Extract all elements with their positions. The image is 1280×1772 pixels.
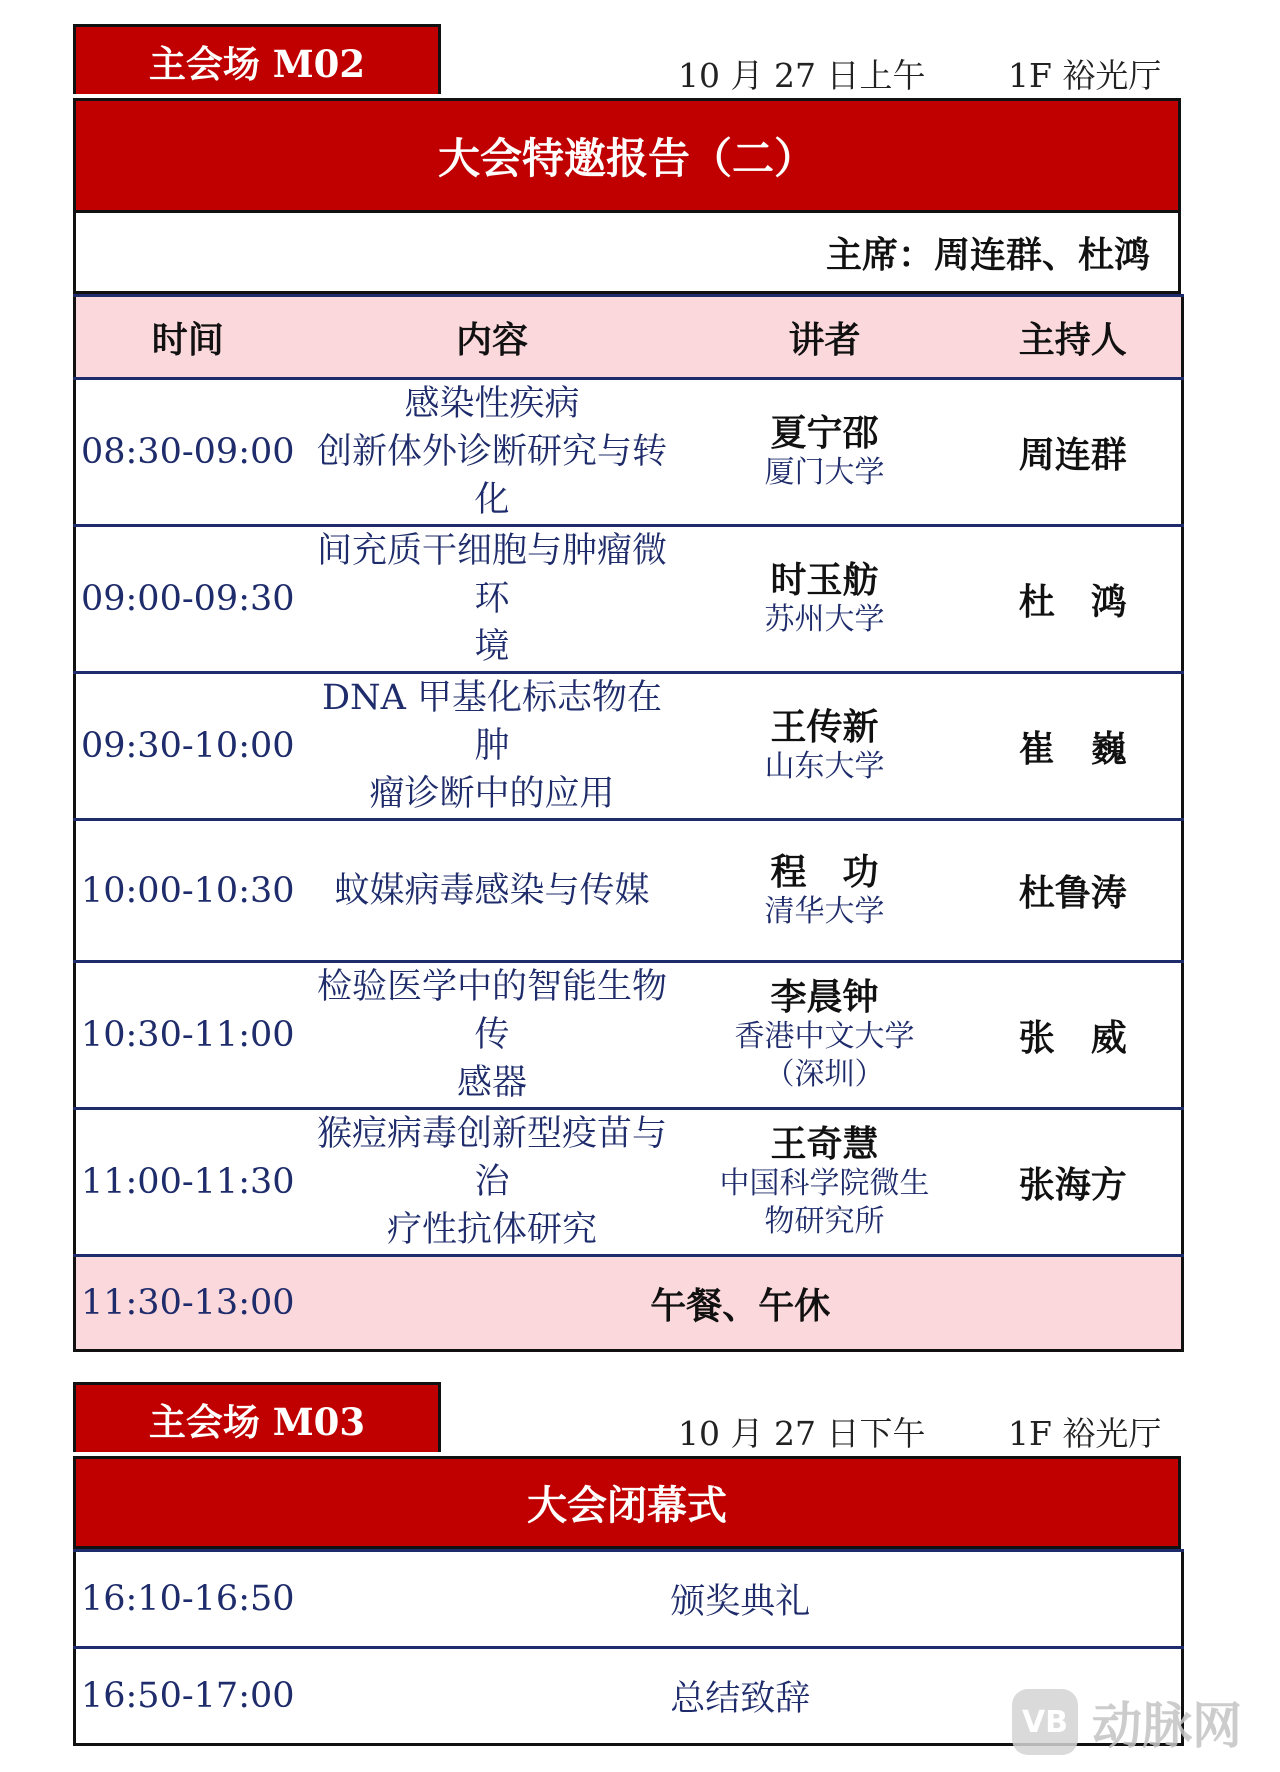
lunch-row xyxy=(75,1256,1183,1351)
session-title: 大会特邀报告（二） xyxy=(73,98,1181,213)
table-row xyxy=(75,820,1183,962)
speaker-name: 李晨钟 xyxy=(770,976,879,1018)
row-item: 总结致辞 xyxy=(300,1648,1183,1745)
row-time: 11:00-11:30 xyxy=(75,1109,300,1256)
row-topic xyxy=(300,673,685,820)
table-row xyxy=(75,673,1183,820)
row-speaker xyxy=(685,379,965,526)
speaker-affiliation: 山东大学 xyxy=(764,749,885,784)
header-host: 主持人 xyxy=(965,296,1183,379)
session-title: 大会闭幕式 xyxy=(73,1456,1181,1549)
row-topic xyxy=(300,526,685,673)
speaker-affiliation: （深圳） xyxy=(764,1057,885,1092)
topic-line: 感器 xyxy=(456,1063,527,1103)
row-topic xyxy=(300,379,685,526)
topic-line: 间充质干细胞与肿瘤微环 xyxy=(316,531,667,619)
speaker-affiliation: 香港中文大学 xyxy=(734,1019,915,1054)
row-host: 周连群 xyxy=(965,379,1183,526)
row-topic xyxy=(300,1109,685,1256)
row-time: 16:50-17:00 xyxy=(75,1648,300,1745)
row-speaker xyxy=(685,673,965,820)
row-time: 10:30-11:00 xyxy=(75,962,300,1109)
table-row xyxy=(75,526,1183,673)
row-time: 10:00-10:30 xyxy=(75,820,300,962)
speaker-name: 程 功 xyxy=(770,850,879,893)
header-time: 时间 xyxy=(75,296,300,379)
session-header xyxy=(73,1382,1181,1456)
session-tab: 主会场 M02 xyxy=(73,24,441,94)
table-row xyxy=(75,1551,1183,1648)
watermark-logo-icon: VB xyxy=(1012,1689,1078,1755)
lunch-time: 11:30-13:00 xyxy=(75,1256,300,1351)
session-date: 10 月 27 日下午 xyxy=(678,1414,926,1453)
row-time: 09:30-10:00 xyxy=(75,673,300,820)
topic-line: DNA 甲基化标志物在肿 xyxy=(321,678,663,766)
topic-line: 蚊媒病毒感染与传媒 xyxy=(334,870,650,911)
row-time: 08:30-09:00 xyxy=(75,379,300,526)
row-topic xyxy=(300,962,685,1109)
lunch-label: 午餐、午休 xyxy=(300,1256,1183,1351)
row-time: 09:00-09:30 xyxy=(75,526,300,673)
row-host: 杜鲁涛 xyxy=(965,820,1183,962)
topic-line: 疗性抗体研究 xyxy=(386,1210,597,1250)
row-speaker xyxy=(685,962,965,1109)
session-tab: 主会场 M03 xyxy=(73,1382,441,1452)
speaker-name: 王传新 xyxy=(770,706,879,748)
topic-line: 感染性疾病 xyxy=(404,384,580,424)
row-speaker xyxy=(685,820,965,962)
topic-line: 猴痘病毒创新型疫苗与治 xyxy=(316,1114,667,1202)
session-date: 10 月 27 日上午 xyxy=(678,56,926,95)
speaker-affiliation: 中国科学院微生 xyxy=(719,1166,930,1201)
speaker-affiliation: 物研究所 xyxy=(764,1204,885,1239)
row-host: 崔 巍 xyxy=(965,673,1183,820)
header-content: 内容 xyxy=(300,296,685,379)
topic-line: 境 xyxy=(474,627,510,667)
speaker-name: 夏宁邵 xyxy=(770,412,879,454)
watermark-text: 动脉网 xyxy=(1092,1697,1242,1755)
topic-line: 瘤诊断中的应用 xyxy=(369,774,615,814)
topic-line: 检验医学中的智能生物传 xyxy=(316,967,667,1055)
speaker-affiliation: 清华大学 xyxy=(764,893,885,929)
session-chair: 主席：周连群、杜鸿 xyxy=(73,213,1181,294)
row-host: 杜 鸿 xyxy=(965,526,1183,673)
speaker-affiliation: 厦门大学 xyxy=(764,455,885,490)
schedule-header-row xyxy=(75,296,1183,379)
header-speaker: 讲者 xyxy=(685,296,965,379)
speaker-affiliation: 苏州大学 xyxy=(764,602,885,637)
session-header xyxy=(73,24,1181,98)
speaker-name: 王奇慧 xyxy=(770,1123,879,1165)
row-item: 颁奖典礼 xyxy=(300,1551,1183,1648)
table-row xyxy=(75,1109,1183,1256)
session-venue: 1F 裕光厅 xyxy=(1008,1414,1162,1453)
table-row xyxy=(75,962,1183,1109)
row-speaker xyxy=(685,526,965,673)
row-speaker xyxy=(685,1109,965,1256)
speaker-name: 时玉舫 xyxy=(770,559,879,601)
topic-line: 创新体外诊断研究与转化 xyxy=(316,432,667,520)
row-topic xyxy=(300,820,685,962)
table-row xyxy=(75,379,1183,526)
row-host: 张 威 xyxy=(965,962,1183,1109)
watermark xyxy=(1012,1686,1242,1758)
row-time: 16:10-16:50 xyxy=(75,1551,300,1648)
row-host: 张海方 xyxy=(965,1109,1183,1256)
schedule-table xyxy=(73,294,1184,1352)
session-venue: 1F 裕光厅 xyxy=(1008,56,1162,95)
session-m02 xyxy=(73,24,1181,1352)
